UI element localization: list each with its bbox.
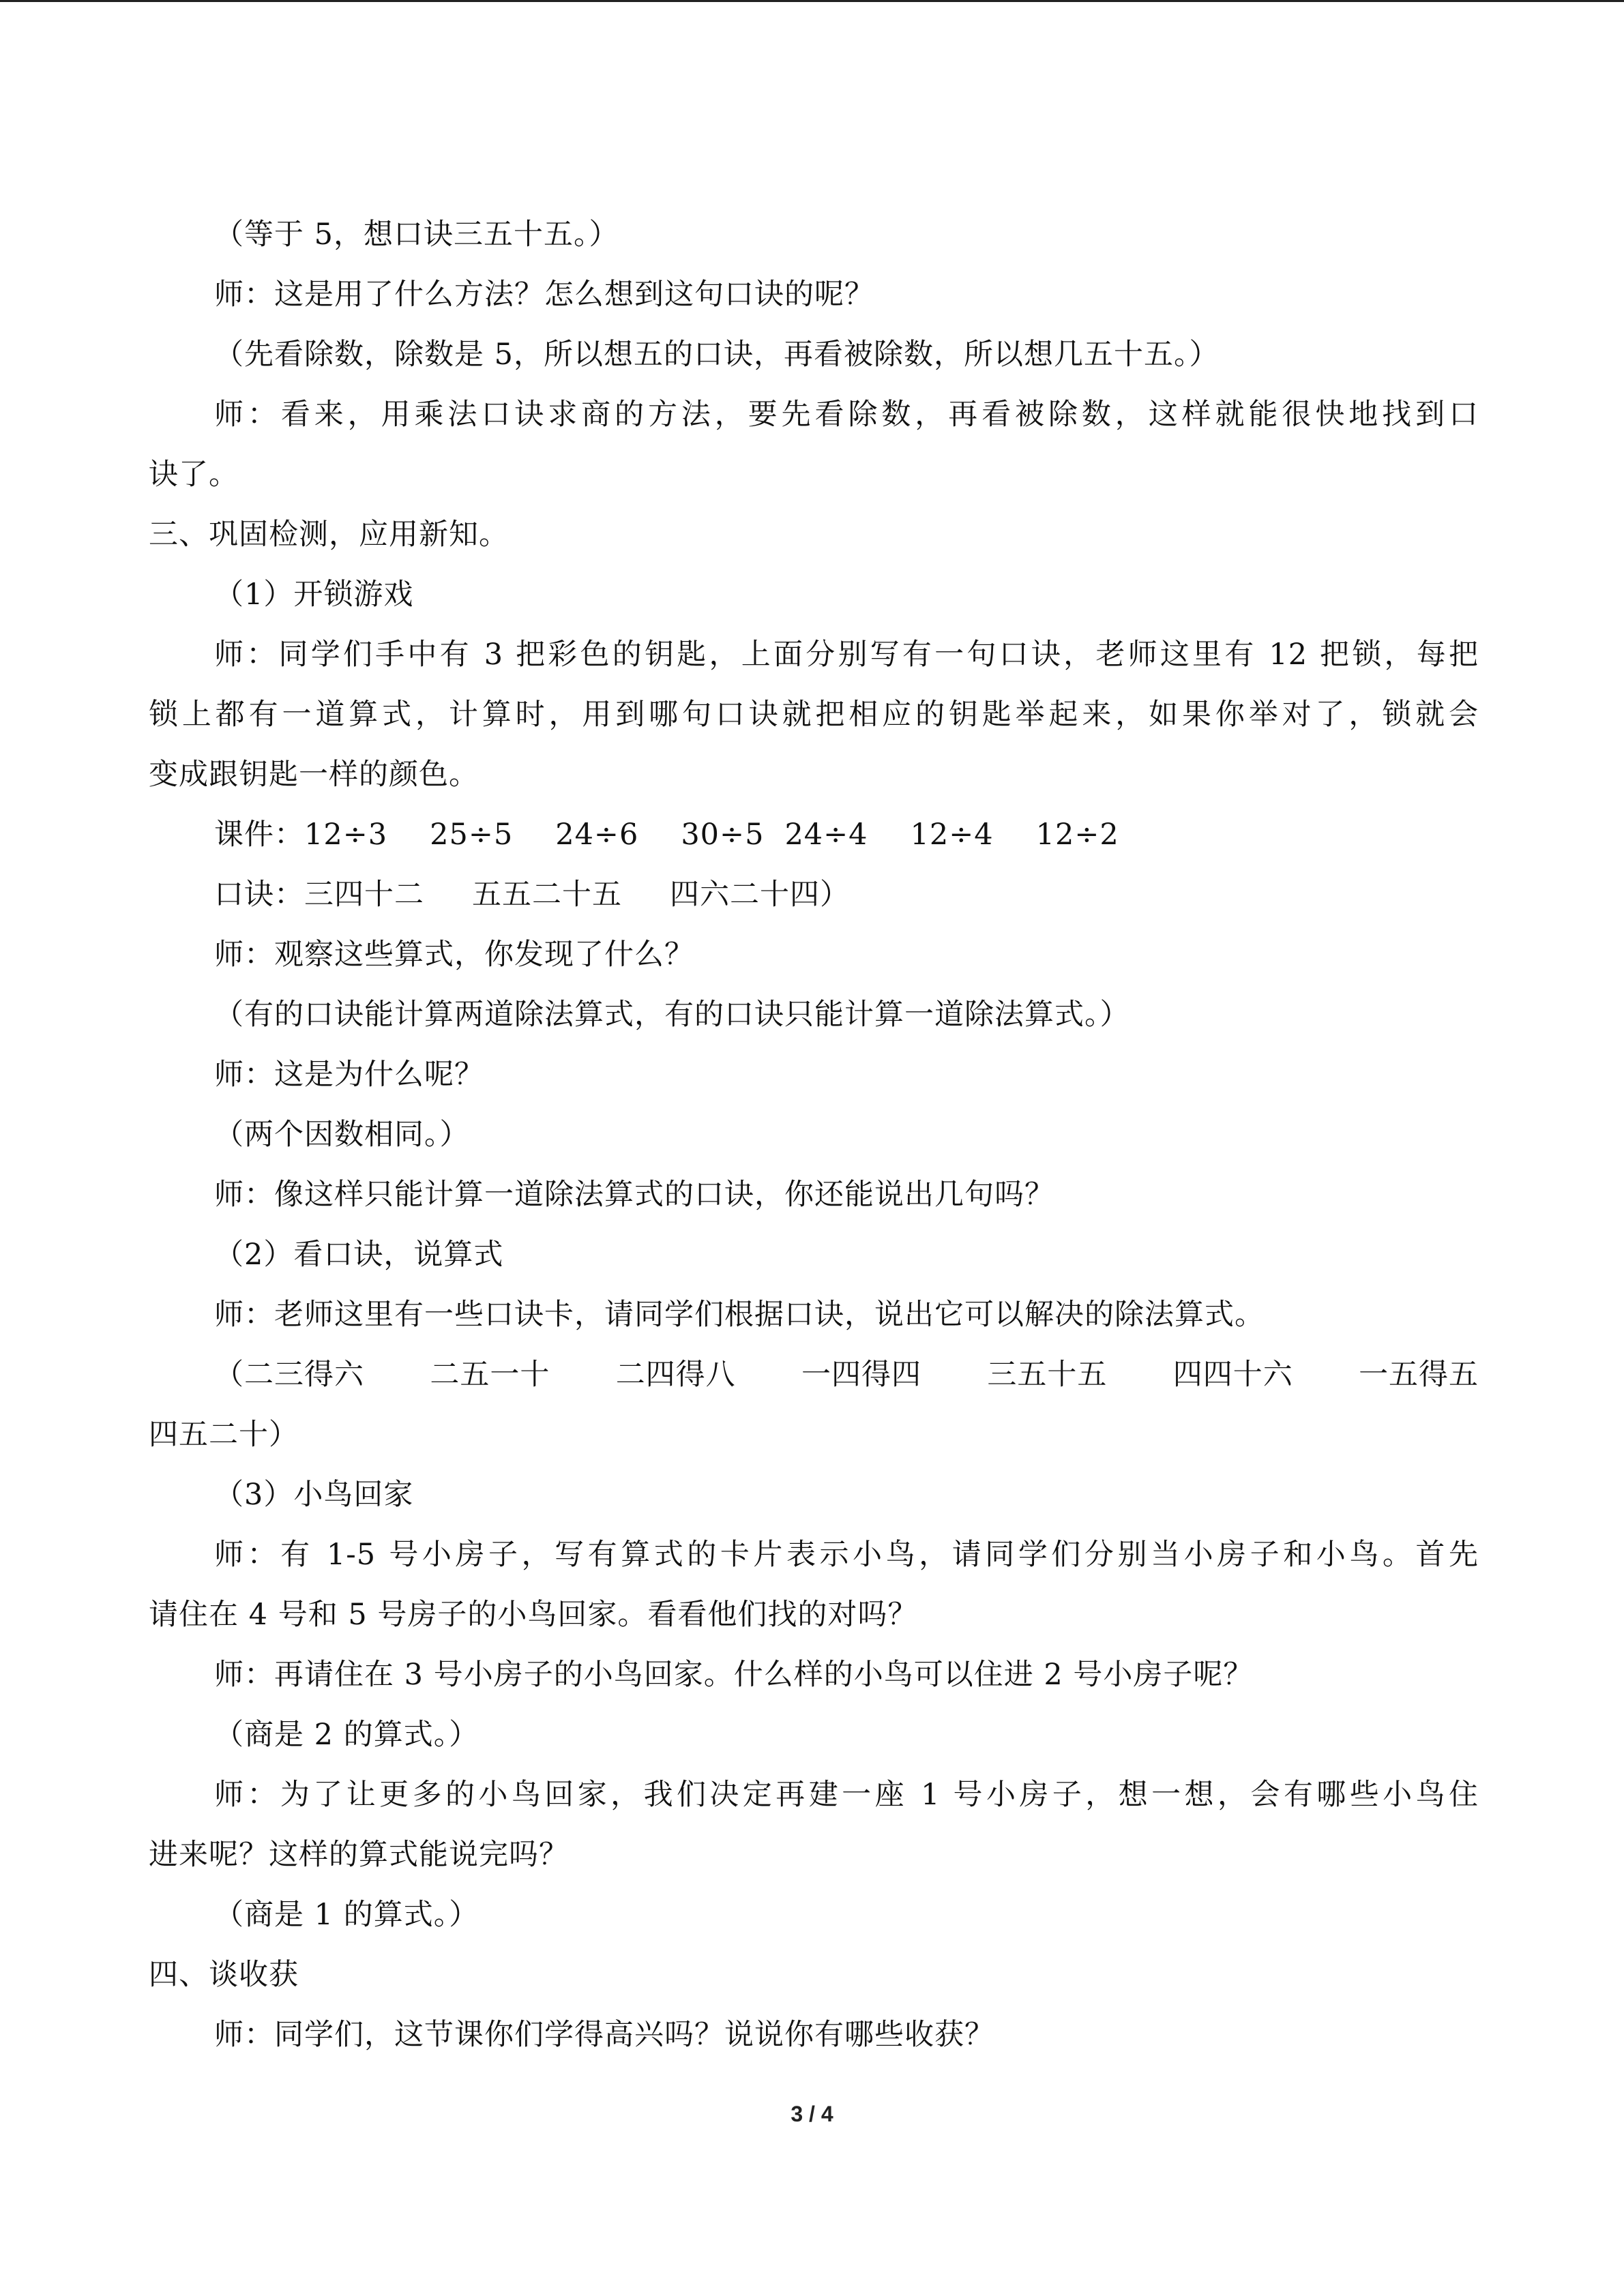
koujue-card: 三五十五: [987, 1358, 1108, 1392]
courseware-label: 课件：: [214, 818, 304, 852]
expression: 25÷5: [430, 818, 514, 852]
koujue-label: 口诀：: [214, 878, 304, 912]
paragraph-line: 师：再请住在 3 号小房子的小鸟回家。什么样的小鸟可以住进 2 号小房子呢？: [214, 1658, 1254, 1692]
paragraph-line: （等于 5，想口诀三五十五。）: [214, 218, 619, 252]
paragraph-line: 师：有 1-5 号小房子，写有算式的卡片表示小鸟，请同学们分别当小房子和小鸟。首先: [214, 1538, 1479, 1572]
document-body: [149, 205, 1479, 2065]
subsection-heading: （2）看口诀，说算式: [214, 1238, 504, 1272]
expression: 24÷4: [784, 818, 868, 852]
subsection-heading: （3）小鸟回家: [214, 1478, 414, 1512]
paragraph-line: 师：为了让更多的小鸟回家，我们决定再建一座 1 号小房子，想一想，会有哪些小鸟住: [214, 1778, 1479, 1812]
paragraph-line: 师：观察这些算式，你发现了什么？: [214, 938, 694, 972]
paragraph-line: 师：看来，用乘法口诀求商的方法，要先看除数，再看被除数，这样就能很快地找到口: [214, 398, 1479, 432]
paragraph-line: （两个因数相同。）: [214, 1118, 470, 1152]
paragraph-line: 师：老师这里有一些口诀卡，请同学们根据口诀，说出它可以解决的除法算式。: [214, 1298, 1265, 1332]
paragraph-line: 师：同学们手中有 3 把彩色的钥匙，上面分别写有一句口诀，老师这里有 12 把锁，每把: [214, 638, 1479, 672]
courseware-line: [149, 805, 1479, 865]
expression: 12÷2: [1035, 818, 1119, 852]
paragraph-line: 四五二十）: [149, 1418, 299, 1452]
paragraph-line: 请住在 4 号和 5 号房子的小鸟回家。看看他们找的对吗？: [149, 1598, 918, 1632]
koujue-item: 三四十二: [304, 878, 424, 912]
koujue-card: 二四得八: [615, 1358, 736, 1392]
koujue-line: [149, 865, 1479, 925]
koujue-cards-line: [149, 1345, 1479, 1405]
paragraph-line: （商是 1 的算式。）: [214, 1898, 479, 1932]
paragraph-line: 锁上都有一道算式，计算时，用到哪句口诀就把相应的钥匙举起来，如果你举对了，锁就会: [149, 698, 1479, 732]
section-heading: 三、巩固检测，应用新知。: [149, 518, 509, 552]
section-heading: 四、谈收获: [149, 1958, 299, 1992]
koujue-card: 一五得五: [1359, 1358, 1479, 1392]
koujue-item: 四六二十四）: [670, 878, 850, 912]
paragraph-line: （先看除数，除数是 5，所以想五的口诀，再看被除数，所以想几五十五。）: [214, 338, 1220, 372]
koujue-item: 五五二十五: [472, 878, 622, 912]
paragraph-line: 变成跟钥匙一样的颜色。: [149, 758, 479, 792]
paragraph-line: 师：这是为什么呢？: [214, 1058, 484, 1092]
paragraph-line: 师：同学们，这节课你们学得高兴吗？说说你有哪些收获？: [214, 2018, 994, 2052]
koujue-card: （二三得六: [214, 1358, 364, 1392]
expression: 12÷4: [910, 818, 994, 852]
paragraph-line: 师：这是用了什么方法？怎么想到这句口诀的呢？: [214, 278, 874, 312]
koujue-card: 一四得四: [801, 1358, 922, 1392]
expression: 24÷6: [555, 818, 639, 852]
page-number: 3 / 4: [791, 2102, 833, 2126]
expression: 12÷3: [304, 818, 388, 852]
paragraph-line: 师：像这样只能计算一道除法算式的口诀，你还能说出几句吗？: [214, 1178, 1054, 1212]
subsection-heading: （1）开锁游戏: [214, 578, 414, 612]
paragraph-line: （有的口诀能计算两道除法算式，有的口诀只能计算一道除法算式。）: [214, 998, 1130, 1032]
paragraph-line: 进来呢？这样的算式能说完吗？: [149, 1838, 569, 1872]
expression: 30÷5: [681, 818, 765, 852]
koujue-card: 二五一十: [430, 1358, 550, 1392]
paragraph-line: 诀了。: [149, 458, 239, 492]
paragraph-line: （商是 2 的算式。）: [214, 1718, 479, 1752]
koujue-card: 四四十六: [1172, 1358, 1293, 1392]
top-border-line: [0, 0, 1624, 2]
